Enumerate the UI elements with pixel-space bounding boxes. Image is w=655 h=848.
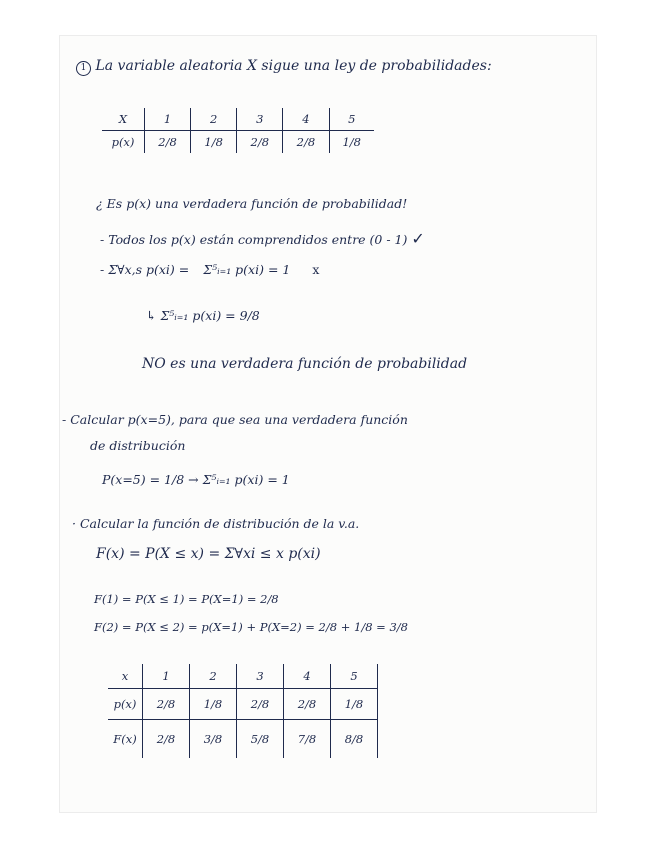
exercise-title: [76, 58, 492, 76]
sum-check-line: [100, 262, 319, 277]
table2-f-label: F(x): [108, 720, 143, 759]
table1-p-value: 1/8: [191, 131, 237, 154]
table2-f-value: 8/8: [331, 720, 378, 759]
table2-x-value: 3: [237, 664, 284, 689]
table2-f-value: 2/8: [143, 720, 190, 759]
distribution-table: [108, 664, 378, 758]
table2-p-value: 2/8: [237, 689, 284, 720]
calc1-result: P(x=5) = 1/8 → Σ⁵ᵢ₌₁ p(xi) = 1: [102, 472, 290, 487]
sum-check-right: Σ⁵ᵢ₌₁ p(xi) = 1: [203, 262, 291, 277]
table2-x-value: 2: [190, 664, 237, 689]
table1-x-value: 1: [145, 108, 191, 131]
exercise-number: 1: [76, 61, 91, 76]
table2-p-value: 1/8: [331, 689, 378, 720]
table2-f-value: 5/8: [237, 720, 284, 759]
table1-p-value: 2/8: [145, 131, 191, 154]
table2-p-value: 1/8: [190, 689, 237, 720]
cross-mark-icon: x: [312, 262, 320, 277]
table1-p-value: 1/8: [329, 131, 374, 154]
range-check-text: - Todos los p(x) están comprendidos entre (0 - 1): [100, 232, 408, 247]
conclusion-line: NO es una verdadera función de probabilidad: [142, 356, 468, 372]
calc1-line1: - Calcular p(x=5), para que sea una verdadera función: [62, 412, 408, 427]
table2-f-value: 7/8: [284, 720, 331, 759]
probability-table: [102, 108, 374, 153]
table1-p-value: 2/8: [237, 131, 283, 154]
table2-x-value: 4: [284, 664, 331, 689]
table1-x-value: 3: [237, 108, 283, 131]
exercise-statement: La variable aleatoria X sigue una ley de probabilidades:: [95, 58, 492, 74]
check-mark-icon: ✓: [411, 229, 425, 248]
calc1-line2: de distribución: [90, 438, 186, 453]
notebook-page: [60, 36, 596, 812]
table2-x-label: x: [108, 664, 143, 689]
f1-line: F(1) = P(X ≤ 1) = P(X=1) = 2/8: [94, 592, 279, 606]
sum-result-line: ↳ Σ⁵ᵢ₌₁ p(xi) = 9/8: [146, 308, 260, 323]
table1-p-value: 2/8: [283, 131, 329, 154]
table2-p-value: 2/8: [143, 689, 190, 720]
table1-p-label: p(x): [111, 135, 135, 149]
f2-line: F(2) = P(X ≤ 2) = p(X=1) + P(X=2) = 2/8 + 1/8 = 3/8: [94, 620, 408, 634]
table1-x-label: X: [102, 108, 145, 131]
calc2-line: · Calcular la función de distribución de la v.a.: [72, 516, 360, 531]
table2-f-value: 3/8: [190, 720, 237, 759]
table1-x-value: 5: [329, 108, 374, 131]
sum-check-left: - Σ∀x,s p(xi) =: [100, 262, 190, 277]
table2-x-value: 1: [143, 664, 190, 689]
table2-p-label: p(x): [108, 689, 143, 720]
question-line: ¿ Es p(x) una verdadera función de probabilidad!: [96, 196, 408, 211]
table1-x-value: 4: [283, 108, 329, 131]
range-check-line: [100, 229, 425, 248]
table2-x-value: 5: [331, 664, 378, 689]
table2-p-value: 2/8: [284, 689, 331, 720]
table1-x-value: 2: [191, 108, 237, 131]
distribution-definition: F(x) = P(X ≤ x) = Σ∀xi ≤ x p(xi): [96, 546, 321, 562]
